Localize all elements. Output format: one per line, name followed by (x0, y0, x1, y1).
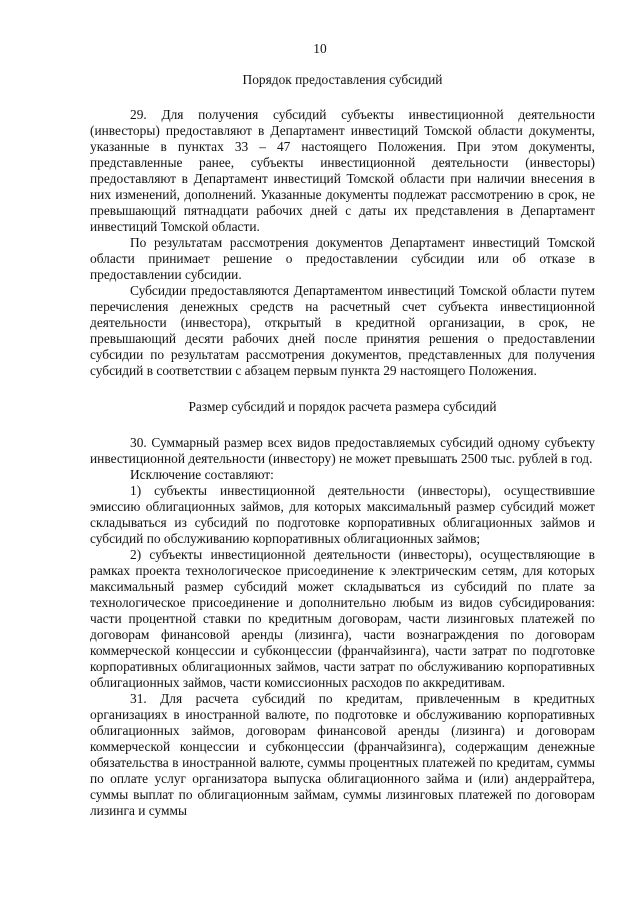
section-heading-subsidy-procedure: Порядок предоставления субсидий (242, 72, 443, 87)
section-heading-subsidy-size: Размер субсидий и порядок расчета размера субсидий (188, 399, 497, 414)
document-body (90, 72, 595, 819)
paragraph-decision: По результатам рассмотрения документов Департамент инвестиций Томской области принимает решение о предоставлении субсидии или об отказе в предоставлении субсидии. (90, 235, 595, 282)
paragraph-transfer: Субсидии предоставляются Департаментом инвестиций Томской области путем перечисления денежных средств на расчетный счет субъекта инвестиционной деятельности (инвестора), открытый в кредитной организации, в срок, не превышающий десяти рабочих дней после принятия решения о предоставлении субсидии по результатам рассмотрения документов, представленных для получения субсидий в соответствии с абзацем первым пункта 29 настоящего Положения. (90, 283, 595, 378)
paragraph-exception-2: 2) субъекты инвестиционной деятельности (инвесторы), осуществляющие в рамках проекта технологическое присоединение к электрическим сетям, для которых максимальный размер субсидий может складываться из субсидий по плате за технологическое присоединение и дополнительно любым из видов субсидирования: части процентной ставки по кредитным договорам, части лизинговых платежей по договорам финансовой аренды (лизинга), части вознаграждения по договорам коммерческой концессии и субконцессии (франчайзинга), части затрат по подготовке корпоративных облигационных займов, части затрат по обслуживанию корпоративных облигационных займов, части комиссионных расходов по аккредитивам. (90, 547, 595, 690)
paragraph-exception-1: 1) субъекты инвестиционной деятельности (инвесторы), осуществившие эмиссию облигационных займов, для которых максимальный размер субсидий может складываться из субсидий по подготовке корпоративных облигационных займов и субсидий по обслуживанию корпоративных облигационных займов; (90, 483, 595, 546)
paragraph-29: 29. Для получения субсидий субъекты инвестиционной деятельности (инвесторы) предоставляют в Департамент инвестиций Томской области документы, указанные в пунктах 33 – 47 настоящего Положения. При этом документы, представленные ранее, субъекты инвестиционной деятельности (инвесторы) предоставляют в Департамент инвестиций Томской области при наличии внесения в них изменений, дополнений. Указанные документы подлежат рассмотрению в срок, не превышающий пятнадцати рабочих дней с даты их представления в Департамент инвестиций Томской области. (90, 107, 595, 234)
paragraph-exceptions: Исключение составляют: (130, 467, 274, 482)
paragraph-31: 31. Для расчета субсидий по кредитам, привлеченным в кредитных организациях в иностранной валюте, по подготовке и обслуживанию корпоративных облигационных займов, договорам финансовой аренды (лизинга) и договорам коммерческой концессии и субконцессии (франчайзинга), содержащим денежные обязательства в иностранной валюте, суммы процентных платежей по кредитам, суммы по оплате услуг организатора выпуска облигационного займа и (или) андеррайтера, суммы выплат по облигационным займам, суммы лизинговых платежей по договорам лизинга и суммы (90, 691, 595, 818)
paragraph-30: 30. Суммарный размер всех видов предоставляемых субсидий одному субъекту инвестиционной деятельности (инвестору) не может превышать 2500 тыс. рублей в год. (90, 435, 595, 466)
page-number: 10 (313, 41, 327, 56)
